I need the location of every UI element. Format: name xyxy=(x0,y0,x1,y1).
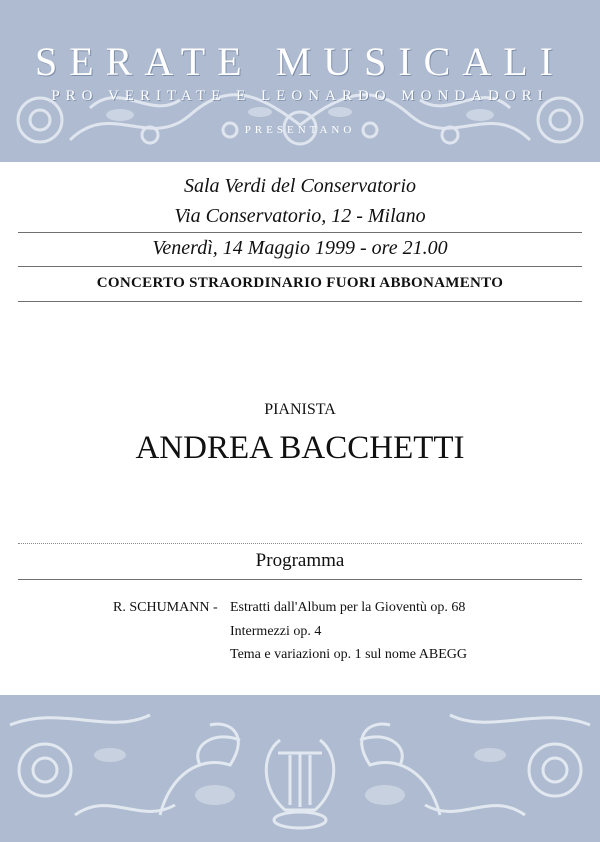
divider xyxy=(18,232,582,233)
address: Via Conservatorio, 12 - Milano xyxy=(174,205,426,227)
programme-work: Estratti dall'Album per la Gioventù op. 68 xyxy=(230,600,466,615)
presentano-text: PRESENTANO xyxy=(244,124,356,136)
divider xyxy=(18,543,582,544)
concert-type: CONCERTO STRAORDINARIO FUORI ABBONAMENTO xyxy=(96,275,504,291)
performer-name: ANDREA BACCHETTI xyxy=(135,430,465,466)
programme-heading: Programma xyxy=(255,550,345,571)
venue: Sala Verdi del Conservatorio xyxy=(183,175,417,197)
griffins-and-lyre-ornament-icon xyxy=(0,695,600,842)
organizer-subtitle: PRO VERITATE E LEONARDO MONDADORI xyxy=(51,88,549,104)
programme-work: Tema e variazioni op. 1 sul nome ABEGG xyxy=(230,647,467,662)
divider xyxy=(18,579,582,580)
footer-band xyxy=(0,695,600,842)
composer: R. SCHUMANN - xyxy=(113,600,218,615)
performer-role: PIANISTA xyxy=(264,401,336,418)
header-band xyxy=(0,0,600,162)
event-datetime: Venerdì, 14 Maggio 1999 - ore 21.00 xyxy=(152,237,448,259)
divider xyxy=(18,301,582,302)
programme-work: Intermezzi op. 4 xyxy=(230,624,322,639)
organizer-title: SERATE MUSICALI xyxy=(34,39,566,84)
divider xyxy=(18,266,582,267)
